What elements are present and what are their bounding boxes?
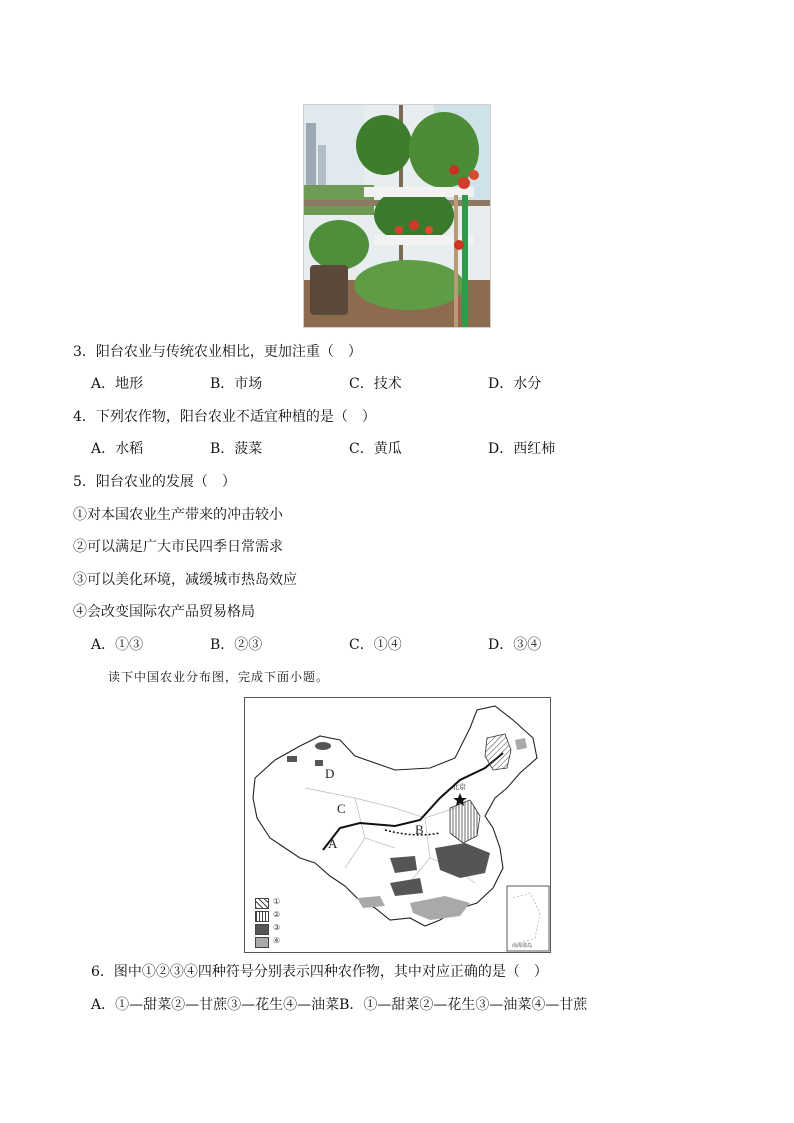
map-label-a: A — [328, 836, 338, 851]
legend-swatch-1 — [255, 898, 269, 909]
legend-swatch-4 — [255, 937, 269, 948]
q5-option-d[interactable]: D．③④ — [488, 637, 542, 653]
question-3-stem: 3．阳台农业与传统农业相比，更加注重（ ） — [73, 344, 362, 360]
legend-label-2: ② — [273, 910, 281, 919]
crop-area-3d — [287, 756, 297, 762]
question-6-stem: 6．图中①②③④四种符号分别表示四种农作物，其中对应正确的是（ ） — [91, 964, 548, 980]
q4-option-b[interactable]: B．菠菜 — [210, 441, 263, 457]
china-agriculture-map — [244, 697, 551, 953]
q6-options-line[interactable]: A．①—甜菜②—甘蔗③—花生④—油菜B．①—甜菜②—花生③—油菜④—甘蔗 — [91, 997, 588, 1013]
legend-swatch-2 — [255, 911, 269, 922]
map-label-d: D — [325, 766, 335, 781]
q5-option-a[interactable]: A．①③ — [91, 637, 144, 653]
q5-option-c[interactable]: C．①④ — [349, 637, 402, 653]
legend-label-1: ① — [273, 897, 281, 906]
q3-option-d[interactable]: D．水分 — [488, 376, 542, 392]
q5-statement-1: ①对本国农业生产带来的冲击较小 — [73, 507, 283, 523]
q5-statement-3: ③可以美化环境，减缓城市热岛效应 — [73, 572, 297, 588]
legend-label-3: ③ — [273, 923, 281, 932]
inset-label: 南海诸岛 — [512, 943, 533, 949]
question-5-stem: 5．阳台农业的发展（ ） — [73, 474, 236, 490]
question-4-stem: 4．下列农作物，阳台农业不适宜种植的是（ ） — [73, 409, 376, 425]
map-intro-text: 读下中国农业分布图，完成下面小题。 — [108, 670, 330, 684]
q3-option-a[interactable]: A．地形 — [91, 376, 144, 392]
q4-option-d[interactable]: D．西红柿 — [488, 441, 556, 457]
crop-area-3e — [315, 760, 323, 766]
q5-statement-2: ②可以满足广大市民四季日常需求 — [73, 539, 283, 555]
map-label-capital: 北京 — [452, 783, 466, 791]
q3-option-c[interactable]: C．技术 — [349, 376, 402, 392]
q4-option-c[interactable]: C．黄瓜 — [349, 441, 402, 457]
map-label-c: C — [337, 801, 346, 816]
q4-option-a[interactable]: A．水稻 — [91, 441, 144, 457]
map-label-b: B — [415, 822, 424, 837]
q5-statement-4: ④会改变国际农产品贸易格局 — [73, 604, 255, 620]
balcony-garden-photo — [303, 104, 491, 328]
legend-label-4: ④ — [273, 936, 281, 945]
legend-swatch-3 — [255, 924, 269, 935]
q5-option-b[interactable]: B．②③ — [210, 637, 263, 653]
q3-option-b[interactable]: B．市场 — [210, 376, 263, 392]
